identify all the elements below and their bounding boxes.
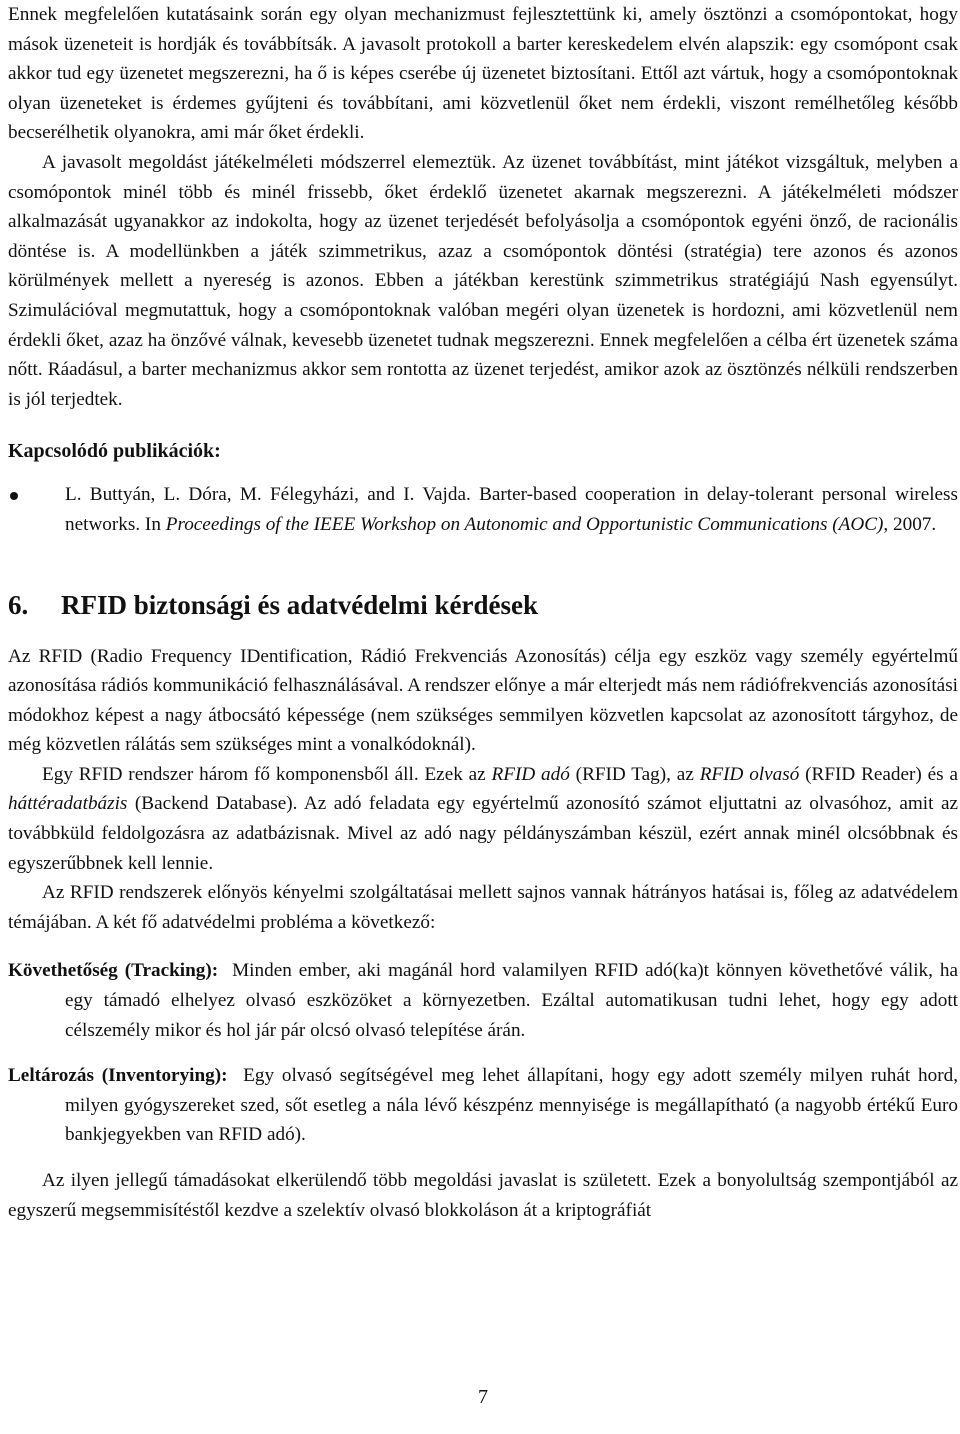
term-rfid-reader: RFID olvasó — [699, 763, 800, 785]
p2-text-c: (RFID Reader) és a — [799, 763, 959, 785]
publication-authors-title: L. Buttyán, L. Dóra, M. Félegyházi, and I. Vajda. Barter-based cooperation in delay-tolerant personal wireless networks. In — [65, 484, 958, 535]
publication-list — [8, 480, 958, 539]
section-paragraph-4: Az ilyen jellegű támadásokat elkerülendő több megoldási javaslat is született. Ezek a bonyolultság szempontjából az egyszerű megsemmisítéstől kezdve a szelektív olvasó blokkoláson át a kriptográfiát — [8, 1170, 958, 1221]
page-number: 7 — [478, 1386, 488, 1408]
term-inventorying-label: Leltározás (Inventorying): — [8, 1065, 228, 1087]
document-page — [8, 0, 958, 1434]
publication-item — [8, 480, 958, 539]
p2-text-d: (Backend Database). Az adó feladata egy egyértelmű azonosító számot eljuttatni az olvasóhoz, amit az továbbküld feldolgozásra az adatbázisnak. Mivel az adó nagy példányszámban készül, ezért annak minél olcsóbbnak és egyszerűbbnek kell lennie. — [8, 793, 958, 874]
section-paragraph-1: Az RFID (Radio Frequency IDentification, Rádió Frekvenciás Azonosítás) célja egy eszköz vagy személy egyértelmű azonosítása rádiós kommunikáció felhasználásával. A rendszer előnye a már elterjedt más nem rádiófrekvenciás azonosítási módokhoz képest a nagy átbocsátó képessége (nem szükséges semmilyen közvetlen kapcsolat az azonosított tárgyhoz, de még közvetlen rálátás sem szükséges mint a vonalkódoknál). — [8, 645, 958, 756]
publication-venue: Proceedings of the IEEE Workshop on Autonomic and Opportunistic Communications (AOC) — [165, 513, 884, 535]
term-backend-database: háttéradatbázis — [8, 793, 128, 815]
bullet-icon — [10, 492, 18, 500]
term-rfid-tag: RFID adó — [491, 763, 570, 785]
publication-year: , 2007. — [883, 513, 937, 535]
term-tracking-label: Követhetőség (Tracking): — [8, 960, 219, 982]
intro-paragraph-1: Ennek megfelelően kutatásaink során egy olyan mechanizmust fejlesztettünk ki, amely ösztönzi a csomópontokat, hogy mások üzeneteit is hordják és továbbítsák. A javasolt protokoll a barter kereskedelem elvén alapszik: egy csomópont csak akkor tud egy üzenetet megszerezni, ha ő is képes cserébe új üzenetet biztosítani. Ettől azt vártuk, hogy a csomópontoknak olyan üzeneteket is érdemes gyűjteni és továbbítani, ami közvetlenül őket nem érdekli, viszont remélhetőleg később becserélhetik olyanokra, ami már őket érdekli. — [8, 4, 958, 144]
term-tracking-definition: Minden ember, aki magánál hord valamilyen RFID adó(ka)t könnyen követhetővé válik, ha egy támadó elhelyez olvasó eszközöket a környezetben. Ezáltal automatikusan tudni lehet, hogy egy adott célszemély mikor és hol jár pár olcsó olvasó telepítése árán. — [65, 960, 959, 1041]
p2-text-a: Egy RFID rendszer három fő komponensből áll. Ezek az — [42, 763, 492, 785]
term-tracking — [8, 956, 958, 1045]
section-heading — [8, 587, 958, 623]
publications-heading: Kapcsolódó publikációk: — [8, 440, 221, 463]
section-paragraph-3: Az RFID rendszerek előnyös kényelmi szolgáltatásai mellett sajnos vannak hátrányos hatásai is, főleg az adatvédelem témájában. A két fő adatvédelmi probléma a következő: — [8, 882, 958, 933]
term-inventorying — [8, 1061, 958, 1150]
section-title: RFID biztonsági és adatvédelmi kérdések — [61, 589, 538, 620]
section-paragraph-2 — [8, 760, 958, 878]
section-number: 6. — [8, 589, 29, 620]
intro-paragraph-2: A javasolt megoldást játékelméleti módszerrel elemeztük. Az üzenet továbbítást, mint játékot vizsgáltuk, melyben a csomópontok minél több és minél frissebb, őket érdeklő üzenetet akarnak megszerezni. A játékelméleti módszer alkalmazását ugyanakkor az indokolta, hogy az üzenet terjedését befolyásolja a csomópontok egyéni önző, de racionális döntése is. A modellünkben a játék szimmetrikus, azaz a csomópontok döntési (stratégia) tere azonos és azonos körülmények mellett a nyereség is azonos. Ebben a játékban kerestünk szimmetrikus stratégiájú Nash egyensúlyt. Szimulációval megmutattuk, hogy a csomópontoknak valóban megéri olyan üzenetek is hordozni, ami közvetlenül nem érdekli őket, azaz ha önzővé válnak, kevesebb üzenetet tudnak megszerezni. Ennek megfelelően a célba ért üzenetek száma nőtt. Ráadásul, a barter mechanizmus akkor sem rontotta az üzenet terjedést, amikor azok az ösztönzés nélküli rendszerben is jól terjedtek. — [8, 151, 958, 410]
term-inventorying-definition: Egy olvasó segítségével meg lehet állapítani, hogy egy adott személy milyen ruhát hord, milyen gyógyszereket szed, sőt esetleg a nála lévő készpénz mennyisége is megállapítható (a nagyobb értékű Euro bankjegyekben van RFID adó). — [65, 1065, 959, 1146]
p2-text-b: (RFID Tag), az — [569, 763, 700, 785]
